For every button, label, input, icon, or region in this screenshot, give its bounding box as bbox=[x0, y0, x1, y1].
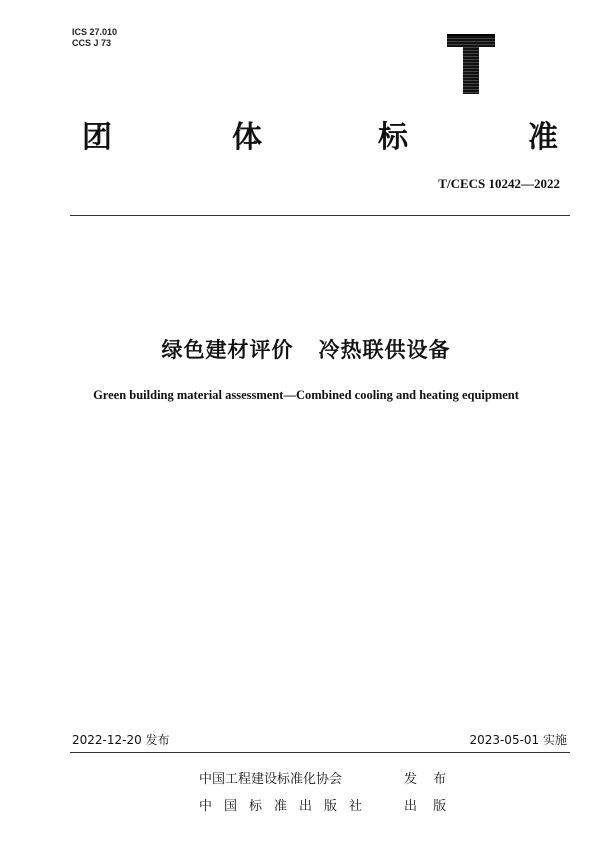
group-standard-heading bbox=[0, 118, 612, 158]
heading-char: 标 bbox=[378, 120, 408, 155]
title-chinese: 绿色建材评价 冷热联供设备 bbox=[161, 338, 451, 362]
ics-code: ICS 27.010 bbox=[72, 27, 118, 37]
issuing-organization: 中国工程建设标准化协会 bbox=[199, 772, 343, 787]
issue-date: 2022-12-20 发布 bbox=[72, 733, 170, 747]
ccs-code: CCS J 73 bbox=[72, 38, 112, 48]
bottom-divider bbox=[70, 752, 570, 753]
heading-char: 准 bbox=[528, 120, 558, 155]
heading-char: 团 bbox=[82, 120, 112, 155]
publishing-role: 出 版 bbox=[404, 799, 453, 814]
standard-number: T/CECS 10242—2022 bbox=[438, 176, 560, 191]
effective-date: 2023-05-01 实施 bbox=[469, 733, 567, 747]
heading-char: 体 bbox=[232, 120, 262, 155]
top-divider bbox=[70, 215, 570, 216]
publishing-house: 中国标准出版社 bbox=[199, 799, 375, 814]
title-english: Green building material assessment—Combined cooling and heating equipment bbox=[93, 388, 519, 402]
issuing-role: 发 布 bbox=[404, 772, 453, 787]
t-standard-logo bbox=[447, 34, 495, 94]
